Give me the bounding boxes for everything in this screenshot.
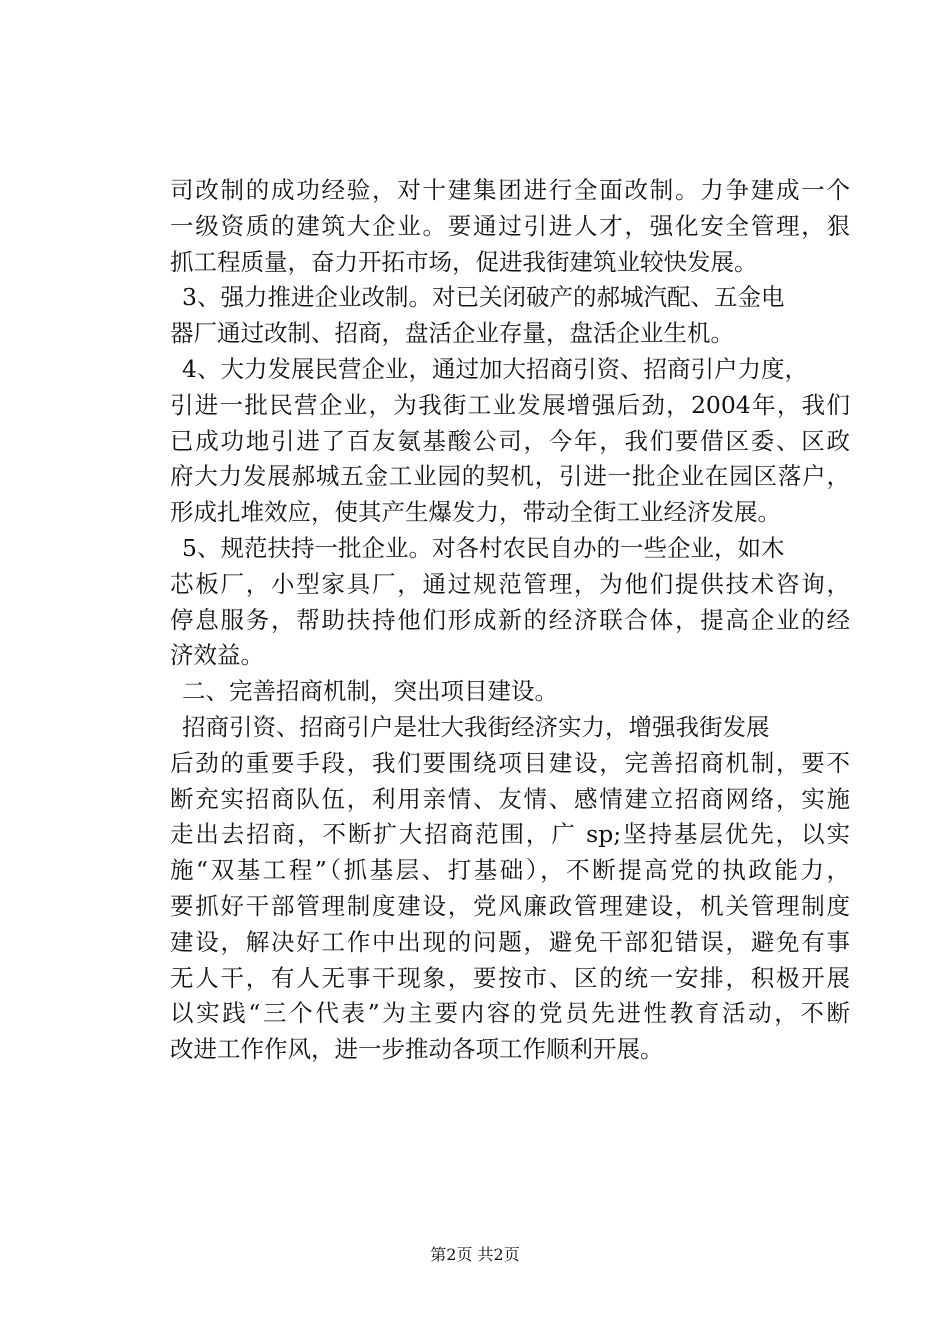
text-line: 济效益。 — [170, 641, 264, 670]
text-line: 断充实招商队伍，利用亲情、友情、感情建立招商网络，实施 — [170, 784, 850, 813]
body-text — [170, 173, 850, 1068]
text-line: 府大力发展郝城五金工业园的契机，引进一批企业在园区落户， — [170, 462, 850, 491]
text-line: 以实践“三个代表”为主要内容的党员先进性教育活动，不断 — [170, 999, 850, 1028]
text-line: 后劲的重要手段，我们要围绕项目建设，完善招商机制，要不 — [170, 748, 850, 777]
text-line: 引进一批民营企业，为我街工业发展增强后劲，2004年，我们 — [170, 390, 850, 419]
text-line: 5、规范扶持一批企业。对各村农民自办的一些企业，如木 — [182, 533, 785, 562]
text-line: 芯板厂，小型家具厂，通过规范管理，为他们提供技术咨询， — [170, 569, 850, 598]
text-line: 招商引资、招商引户是壮大我街经济实力，增强我街发展 — [182, 712, 770, 741]
text-line: 无人干，有人无事干现象，要按市、区的统一安排，积极开展 — [170, 963, 850, 992]
text-line: 建设，解决好工作中出现的问题，避免干部犯错误，避免有事 — [170, 927, 850, 956]
text-line: 器厂通过改制、招商，盘活企业存量，盘活企业生机。 — [170, 319, 734, 348]
text-line: 4、大力发展民营企业，通过加大招商引资、招商引户力度， — [182, 354, 808, 383]
text-line: 改进工作作风，进一步推动各项工作顺利开展。 — [170, 1035, 664, 1064]
text-line: 要抓好干部管理制度建设，党风廉政管理建设，机关管理制度 — [170, 891, 850, 920]
text-line: 3、强力推进企业改制。对已关闭破产的郝城汽配、五金电 — [182, 283, 785, 312]
text-line: 形成扎堆效应，使其产生爆发力，带动全街工业经济发展。 — [170, 498, 781, 527]
text-line: 已成功地引进了百友氨基酸公司，今年，我们要借区委、区政 — [170, 426, 850, 455]
text-line: 走出去招商，不断扩大招商范围，广 sp;坚持基层优先，以实 — [170, 820, 850, 849]
section-heading: 二、完善招商机制，突出项目建设。 — [182, 677, 558, 706]
text-line: 抓工程质量，奋力开拓市场，促进我街建筑业较快发展。 — [170, 247, 758, 276]
text-line: 停息服务，帮助扶持他们形成新的经济联合体，提高企业的经 — [170, 605, 850, 634]
text-line: 一级资质的建筑大企业。要通过引进人才，强化安全管理，狠 — [170, 211, 850, 240]
text-line: 施“双基工程”（抓基层、打基础），不断提高党的执政能力， — [170, 856, 850, 885]
text-line: 司改制的成功经验，对十建集团进行全面改制。力争建成一个 — [170, 176, 850, 204]
page-number-footer: 第2页 共2页 — [430, 1245, 520, 1264]
